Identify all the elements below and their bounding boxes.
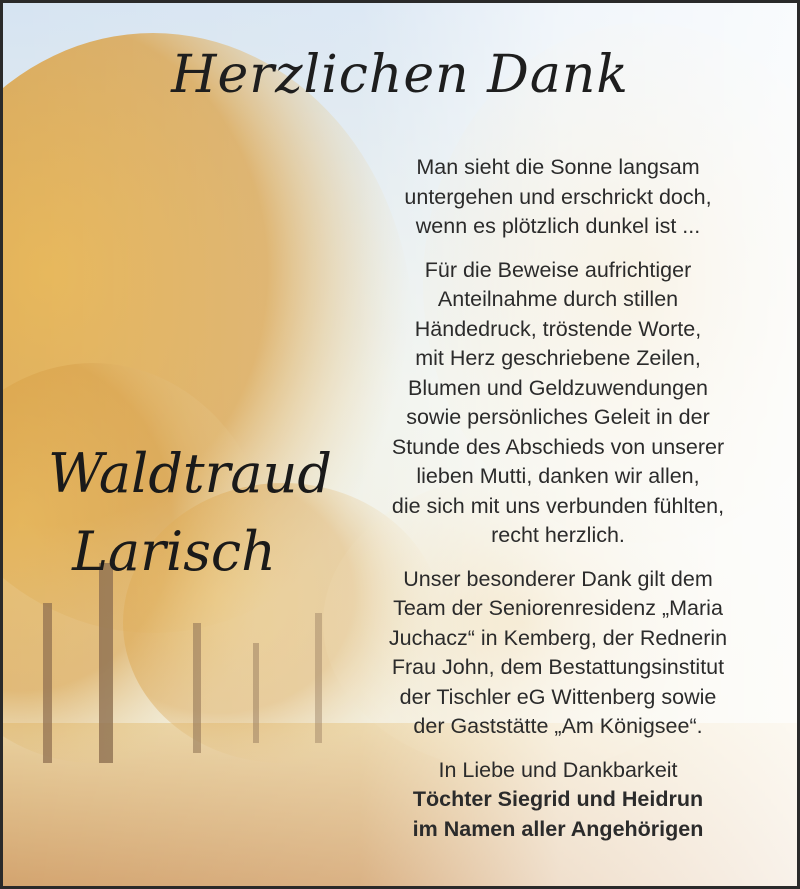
text-line: die sich mit uns verbunden fühlten, (391, 493, 725, 518)
text-line: Händedruck, tröstende Worte, (414, 316, 702, 341)
deceased-last-name: Larisch (72, 520, 276, 583)
signature-line-1: Töchter Siegrid und Heidrun (412, 787, 704, 811)
text-line: Stunde des Abschieds von unserer (391, 434, 725, 459)
text-line: Frau John, dem Bestattungsinstitut (391, 655, 725, 679)
closing-line: In Liebe und Dankbarkeit (438, 757, 678, 782)
text-line: Blumen und Geldzuwendungen (407, 375, 709, 400)
text-line: untergehen und erschrickt doch, (404, 184, 712, 209)
message-column (348, 153, 768, 858)
signature-line-2: im Namen aller Angehörigen (412, 816, 704, 841)
paragraph-special-thanks (348, 565, 768, 742)
text-line: sowie persönliches Geleit in der (406, 405, 710, 429)
text-line: der Gaststätte „Am Königsee“. (413, 714, 703, 738)
paragraph-quote (348, 153, 768, 242)
text-line: lieben Mutti, danken wir allen, (416, 464, 700, 488)
text-line: Juchacz“ in Kemberg, der Rednerin (388, 625, 728, 650)
text-line: Man sieht die Sonne langsam (416, 155, 700, 179)
text-line: Anteilnahme durch stillen (437, 287, 679, 311)
deceased-first-name: Waldtraud (48, 442, 332, 505)
text-line: wenn es plötzlich dunkel ist ... (415, 214, 701, 238)
text-line: Unser besonderer Dank gilt dem (403, 566, 713, 591)
text-line: der Tischler eG Wittenberg sowie (399, 684, 717, 709)
page-title: Herzlichen Dank (171, 45, 629, 105)
text-line: recht herzlich. (491, 523, 625, 547)
text-line: Für die Beweise aufrichtiger (424, 257, 692, 282)
closing-block (348, 756, 768, 845)
text-line: Team der Seniorenresidenz „Maria (393, 596, 723, 620)
paragraph-thanks (348, 256, 768, 551)
text-line: mit Herz geschriebene Zeilen, (415, 346, 701, 370)
